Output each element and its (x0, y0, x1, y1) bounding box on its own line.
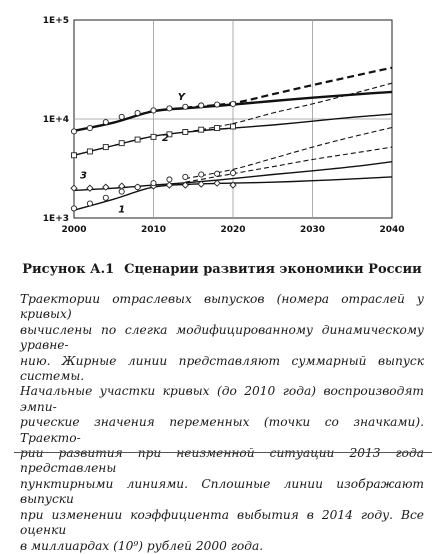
data-point-circle (183, 174, 188, 179)
x-tick-label: 2000 (61, 225, 87, 235)
data-point-circle (103, 120, 108, 125)
figure-title (0, 262, 444, 277)
data-point-square (151, 134, 156, 139)
x-tick-label: 2040 (379, 225, 405, 235)
data-point-circle (87, 201, 92, 206)
data-point-circle (199, 103, 204, 108)
caption-line: вычислены по слегка модифицированному динамическому уравне- (20, 322, 424, 353)
data-point-circle (119, 114, 124, 119)
caption-line: при изменении коэффициента выбытия в 2014 году. Все оценки (20, 507, 424, 538)
data-point-circle (151, 108, 156, 113)
x-tick-label: 2030 (299, 225, 326, 235)
x-tick-label: 2020 (220, 225, 246, 235)
curve-label: 3 (80, 170, 88, 182)
data-point-square (135, 137, 140, 142)
caption-line: рии развития при неизменной ситуации 2013 года представлены (20, 446, 424, 476)
data-point-circle (199, 172, 204, 177)
figure-number: Рисунок А.1 (22, 262, 115, 277)
caption-line: Траектории отраслевых выпусков (номера отраслей у кривых) (20, 292, 424, 322)
data-point-circle (119, 189, 124, 194)
data-point-circle (87, 125, 92, 130)
x-tick-label: 2010 (140, 225, 167, 235)
caption-line: пунктирными линиями. Сплошные линии изображают выпуски (20, 476, 424, 507)
data-point-circle (71, 129, 76, 134)
figure-chart (0, 0, 444, 250)
data-point-circle (215, 171, 220, 176)
y-tick-label: 1E+3 (42, 214, 69, 224)
data-point-square (231, 124, 236, 129)
data-point-circle (230, 170, 235, 175)
data-point-circle (183, 104, 188, 109)
curve-label: 2 (161, 132, 169, 144)
data-point-circle (135, 110, 140, 115)
data-point-circle (167, 177, 172, 182)
caption-line: нию. Жирные линии представляют суммарный выпуск системы. (20, 353, 424, 384)
data-point-square (199, 127, 204, 132)
figure-caption (20, 292, 424, 554)
y-tick-label: 1E+5 (42, 16, 69, 26)
data-point-circle (103, 195, 108, 200)
data-point-circle (151, 181, 156, 186)
data-point-circle (215, 102, 220, 107)
caption-line: в миллиардах (10⁹) рублей 2000 года. (20, 538, 264, 553)
data-point-square (215, 126, 220, 131)
bottom-rule (14, 452, 432, 453)
data-point-circle (71, 206, 76, 211)
caption-line: Начальные участки кривых (до 2010 года) воспроизводят эмпи- (20, 384, 424, 414)
data-point-circle (167, 106, 172, 111)
y-tick-label: 1E+4 (42, 115, 69, 125)
data-point-circle (230, 101, 235, 106)
data-point-square (119, 141, 124, 146)
curve-label: Y (177, 92, 185, 104)
data-point-square (72, 153, 77, 158)
curve-label: 1 (118, 204, 126, 216)
figure-title-text: Сценарии развития экономики России (124, 262, 422, 277)
data-point-square (103, 145, 108, 150)
data-point-circle (135, 185, 140, 190)
data-point-square (183, 129, 188, 134)
data-point-square (87, 149, 92, 154)
caption-line: рические значения переменных (точки со значками). Траекто- (20, 415, 424, 445)
